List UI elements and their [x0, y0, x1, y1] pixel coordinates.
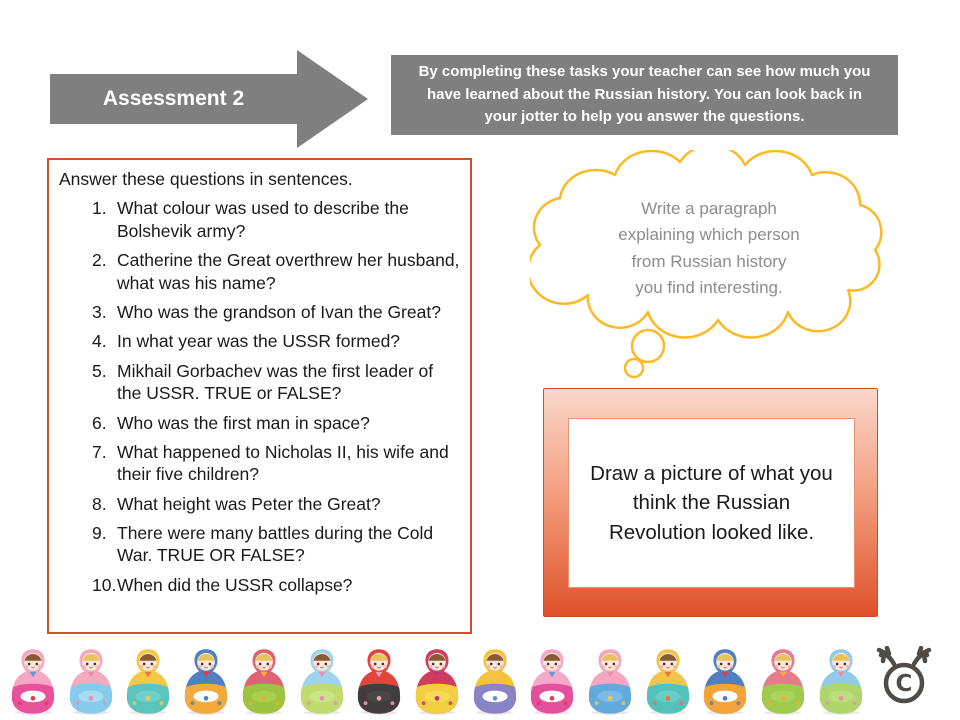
matryoshka-doll: [239, 646, 289, 716]
question-item: [57, 197, 460, 242]
draw-line: Draw a picture of what you: [590, 462, 833, 486]
draw-box: [543, 388, 878, 617]
matryoshka-dolls-row: [0, 644, 866, 716]
info-box: [391, 55, 898, 135]
question-number: 7.: [92, 441, 107, 462]
question-item: [57, 249, 460, 294]
info-line: By completing these tasks your teacher can see how much you: [418, 63, 871, 81]
bubble-line: you find interesting.: [635, 278, 783, 298]
assessment-title: Assessment 2: [102, 87, 245, 110]
question-text: Catherine the Great overthrew her husband, what was his name?: [117, 250, 460, 293]
question-text: There were many battles during the Cold War. TRUE OR FALSE?: [117, 523, 434, 566]
matryoshka-doll: [8, 646, 58, 716]
matryoshka-doll: [470, 646, 520, 716]
question-text: What colour was used to describe the Bolshevik army?: [117, 198, 409, 241]
thought-bubble-text: [564, 196, 854, 301]
question-text: In what year was the USSR formed?: [117, 331, 401, 352]
matryoshka-doll: [181, 646, 231, 716]
question-item: [57, 574, 460, 596]
matryoshka-doll: [816, 646, 866, 716]
question-item: [57, 330, 460, 352]
question-text: When did the USSR collapse?: [117, 574, 353, 595]
bubble-line: explaining which person: [618, 225, 800, 245]
question-number: 9.: [92, 523, 107, 544]
question-text: Mikhail Gorbachev was the first leader of the USSR. TRUE or FALSE?: [117, 360, 434, 404]
question-item: [57, 441, 460, 486]
question-number: 4.: [92, 331, 107, 352]
bubble-line: from Russian history: [631, 251, 787, 271]
question-number: 8.: [92, 493, 107, 514]
matryoshka-doll: [527, 646, 577, 716]
draw-box-inner: [568, 418, 855, 588]
matryoshka-doll: [123, 646, 173, 716]
question-text: Who was the grandson of Ivan the Great?: [117, 301, 441, 322]
info-line: your jotter to help you answer the questions.: [484, 108, 805, 126]
question-number: 3.: [92, 301, 107, 322]
question-number: 1.: [92, 198, 107, 219]
draw-line: think the Russian: [632, 491, 791, 515]
copyright-letter: C: [895, 671, 913, 697]
matryoshka-doll: [297, 646, 347, 716]
matryoshka-doll: [66, 646, 116, 716]
question-item: [57, 360, 460, 405]
question-item: [57, 522, 460, 567]
matryoshka-doll: [700, 646, 750, 716]
question-item: [57, 412, 460, 434]
question-text: Who was the first man in space?: [117, 412, 370, 433]
matryoshka-doll: [412, 646, 462, 716]
matryoshka-doll: [643, 646, 693, 716]
question-intro: Answer these questions in sentences.: [59, 169, 353, 189]
moose-copyright-icon: [872, 646, 936, 706]
question-number: 2.: [92, 250, 107, 271]
moose-copyright-logo: [872, 646, 936, 706]
questions-list: [57, 197, 460, 596]
question-number: 5.: [92, 360, 107, 381]
question-number: 6.: [92, 412, 107, 433]
question-text: What happened to Nicholas II, his wife and their five children?: [117, 441, 449, 485]
matryoshka-doll: [585, 646, 635, 716]
matryoshka-doll: [354, 646, 404, 716]
info-line: have learned about the Russian history. You can look back in: [426, 85, 863, 103]
question-number: 10.: [92, 574, 117, 595]
bubble-line: Write a paragraph: [641, 199, 777, 218]
question-item: [57, 301, 460, 323]
assessment-arrow: [50, 50, 368, 148]
matryoshka-doll: [758, 646, 808, 716]
question-item: [57, 493, 460, 515]
draw-line: Revolution looked like.: [608, 520, 815, 544]
question-box: [47, 158, 472, 634]
question-text: What height was Peter the Great?: [117, 493, 381, 514]
